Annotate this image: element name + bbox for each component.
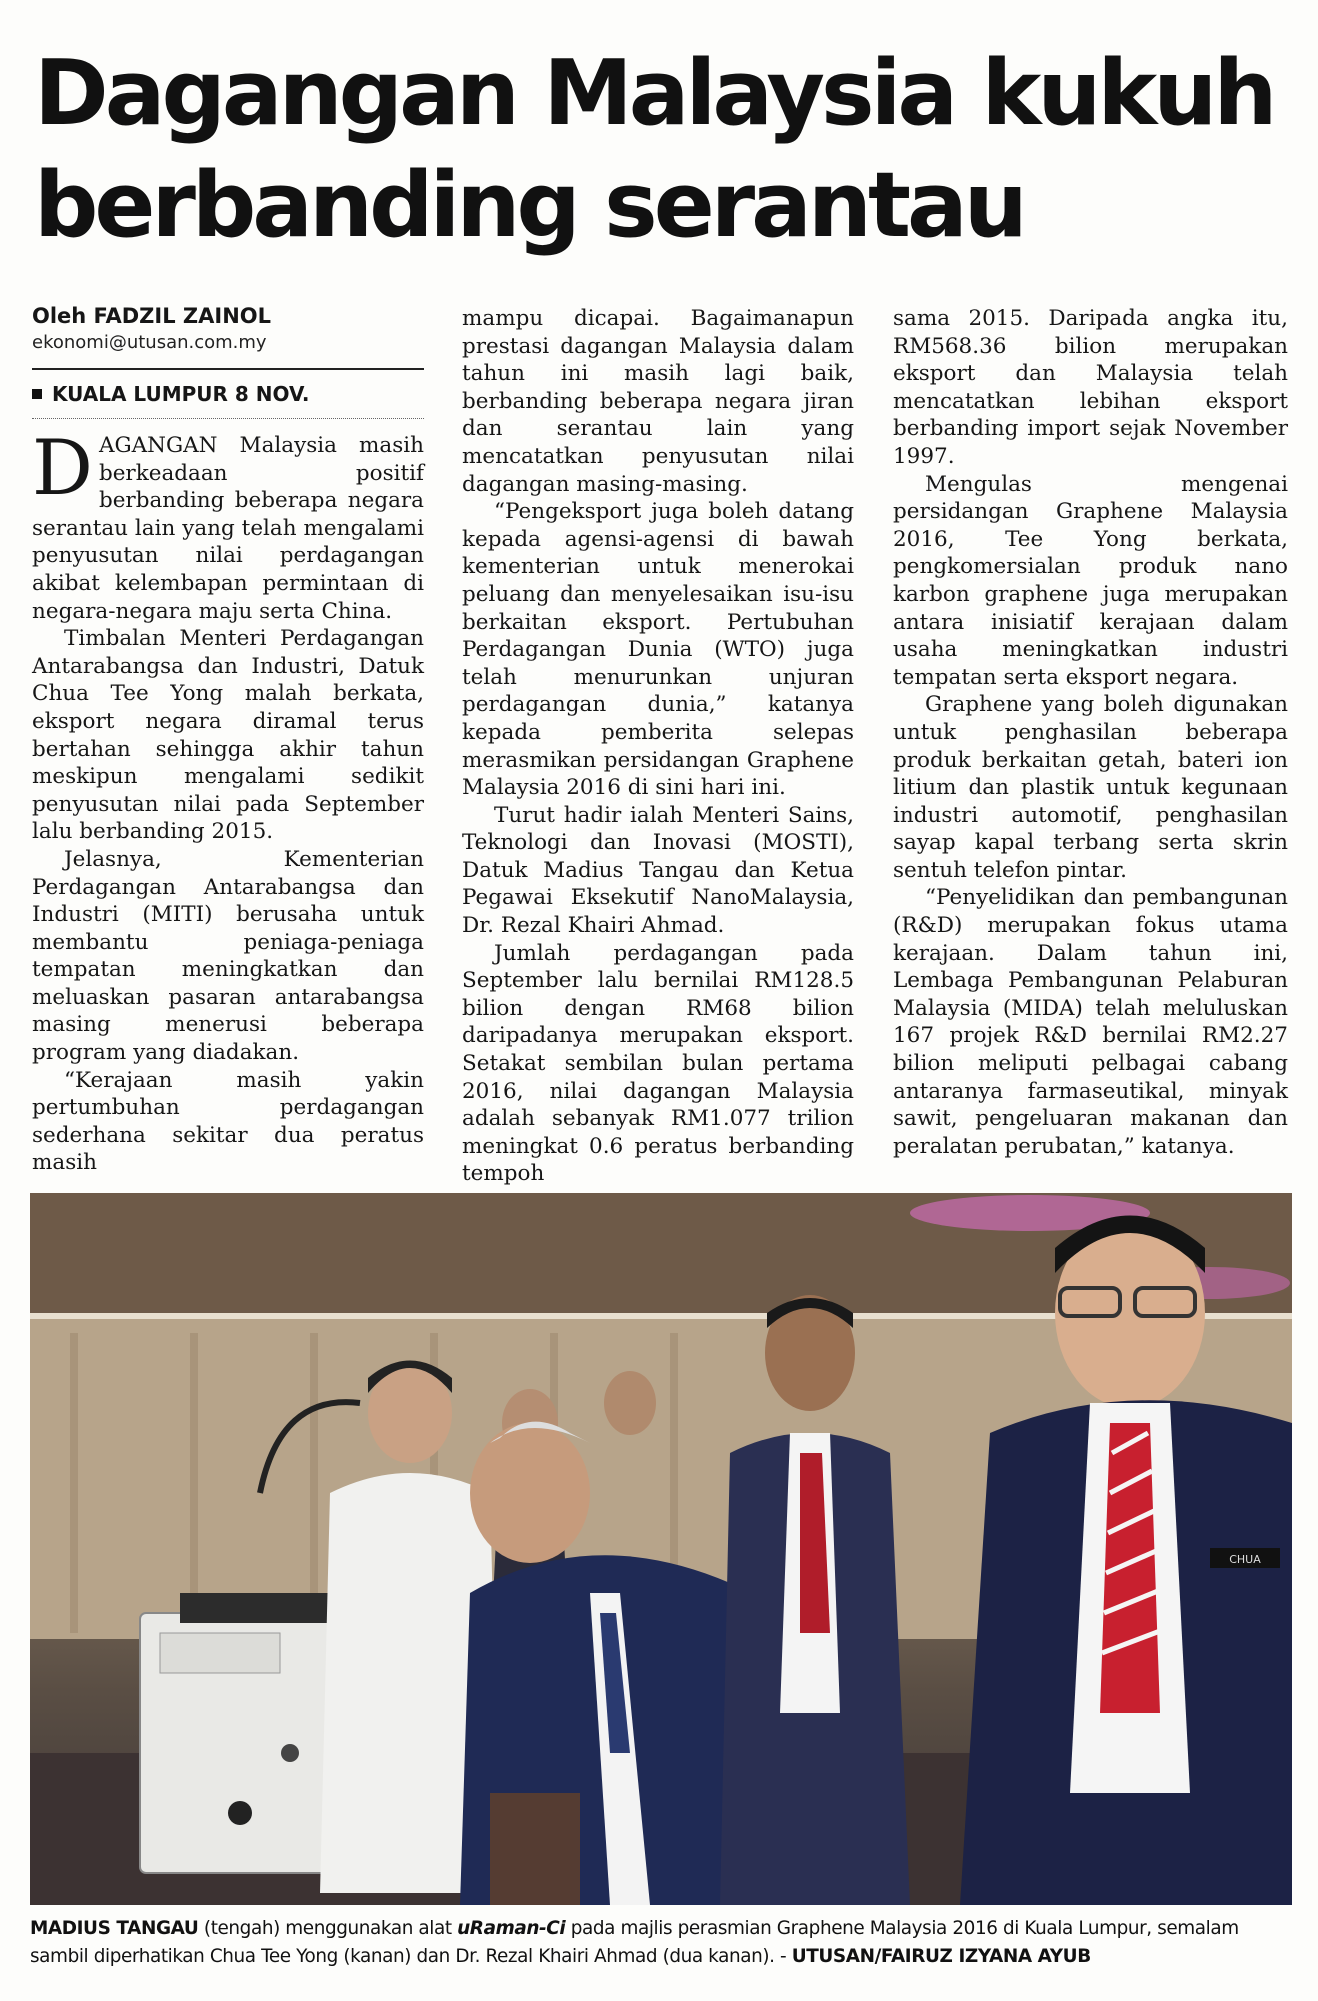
paragraph: Turut hadir ialah Menteri Sains, Teknologi dan Inovasi (MOSTI), Datuk Madius Tangau dan Ketua Pegawai Eksekutif NanoMalaysia, Dr. Rezal Khairi Ahmad. — [462, 802, 854, 939]
dateline-text: KUALA LUMPUR 8 NOV. — [52, 382, 310, 406]
photo-caption: MADIUS TANGAU (tengah) menggunakan alat uRaman-Ci pada majlis perasmian Graphene Malaysia 2016 di Kuala Lumpur, semalam sambil diperhatikan Chua Tee Yong (kanan) dan Dr. Rezal Khairi Ahmad (dua kanan). - UTUSAN/FAIRUZ IZYANA AYUB — [30, 1918, 1239, 1967]
byline-divider — [32, 368, 424, 370]
paragraph: Graphene yang boleh digunakan untuk penghasilan beberapa produk berkaitan getah, bateri ion litium dan plastik untuk kegunaan industri automotif, penghasilan sayap kapal terbang serta skrin sentuh telefon pintar. — [893, 692, 1288, 883]
square-bullet-icon — [32, 389, 42, 399]
paragraph: “Kerajaan masih yakin pertumbuhan perdagangan sederhana sekitar dua peratus masih — [32, 1067, 424, 1176]
caption-device: uRaman-Ci — [457, 1918, 566, 1939]
caption-subject: MADIUS TANGAU — [30, 1918, 199, 1939]
news-photo — [30, 1193, 1292, 1905]
headline-line-1: Dagangan Malaysia kukuh — [34, 41, 1274, 146]
article-column-1 — [32, 423, 424, 1177]
name-badge-text: CHUA — [1229, 1553, 1261, 1566]
paragraph: Jelasnya, Kementerian Perdagangan Antarabangsa dan Industri (MITI) berusaha untuk membantu peniaga-peniaga tempatan meningkatkan dan meluaskan pasaran antarabangsa masing menerusi beberapa program yang diadakan. — [32, 846, 424, 1066]
paragraph: Mengulas mengenai persidangan Graphene Malaysia 2016, Tee Yong berkata, pengkomersialan produk nano karbon graphene juga merupakan antara inisiatif kerajaan dalam usaha meningkatkan industri tempatan serta eksport negara. — [893, 471, 1288, 690]
paragraph: Timbalan Menteri Perdagangan Antarabangsa dan Industri, Datuk Chua Tee Yong malah berkata, eksport negara diramal terus bertahan sehingga akhir tahun meskipun mengalami sedikit penyusutan nilai pada September lalu berbanding 2015. — [32, 626, 424, 845]
paragraph: mampu dicapai. Bagaimanapun prestasi dagangan Malaysia dalam tahun ini masih lagi baik, berbanding beberapa negara jiran dan serantau lain yang mencatatkan penyusutan nilai dagangan masing-masing. — [462, 306, 854, 497]
article-column-2 — [462, 305, 854, 1188]
paragraph: “Penyelidikan dan pembangunan (R&D) merupakan fokus utama kerajaan. Dalam tahun ini, Lembaga Pembangunan Pelaburan Malaysia (MIDA) telah meluluskan 167 projek R&D bernilai RM2.27 bilion meliputi pelbagai cabang antaranya farmaseutikal, minyak sawit, pengeluaran makanan dan peralatan perubatan,” katanya. — [893, 885, 1288, 1159]
paragraph: Jumlah perdagangan pada September lalu bernilai RM128.5 bilion dengan RM68 bilion daripadanya merupakan eksport. Setakat sembilan bulan pertama 2016, nilai dagangan Malaysia adalah sebanyak RM1.077 trilion meningkat 0.6 peratus berbanding tempoh — [462, 940, 854, 1187]
byline — [32, 302, 427, 356]
paragraph: “Pengeksport juga boleh datang kepada agensi-agensi di bawah kementerian untuk menerokai peluang dan menyelesaikan isu-isu berkaitan eksport. Pertubuhan Perdagangan Dunia (WTO) juga telah menurunkan unjuran perdagangan dunia,” katanya kepada pemberita selepas merasmikan persidangan Graphene Malaysia 2016 di sini hari ini. — [462, 499, 854, 801]
paragraph: sama 2015. Daripada angka itu, RM568.36 bilion merupakan eksport dan Malaysia telah mencatatkan lebihan eksport berbanding import sejak November 1997. — [893, 306, 1288, 469]
headline-line-2: berbanding serantau — [34, 153, 1024, 258]
photo-illustration — [30, 1193, 1292, 1905]
headline — [34, 38, 1294, 262]
dateline-divider — [32, 418, 424, 419]
article-column-3 — [893, 305, 1288, 1160]
dateline — [32, 380, 424, 408]
drop-cap: D — [32, 423, 93, 512]
byline-email: ekonomi@utusan.com.my — [32, 332, 267, 353]
paragraph: DAGANGAN Malaysia masih berkeadaan positif berbanding beberapa negara serantau lain yang telah mengalami penyusutan nilai perdagangan akibat kelembapan permintaan di negara-negara maju serta China. — [32, 423, 424, 624]
photo-credit: UTUSAN/FAIRUZ IZYANA AYUB — [791, 1946, 1091, 1967]
byline-author: Oleh FADZIL ZAINOL — [32, 304, 272, 328]
